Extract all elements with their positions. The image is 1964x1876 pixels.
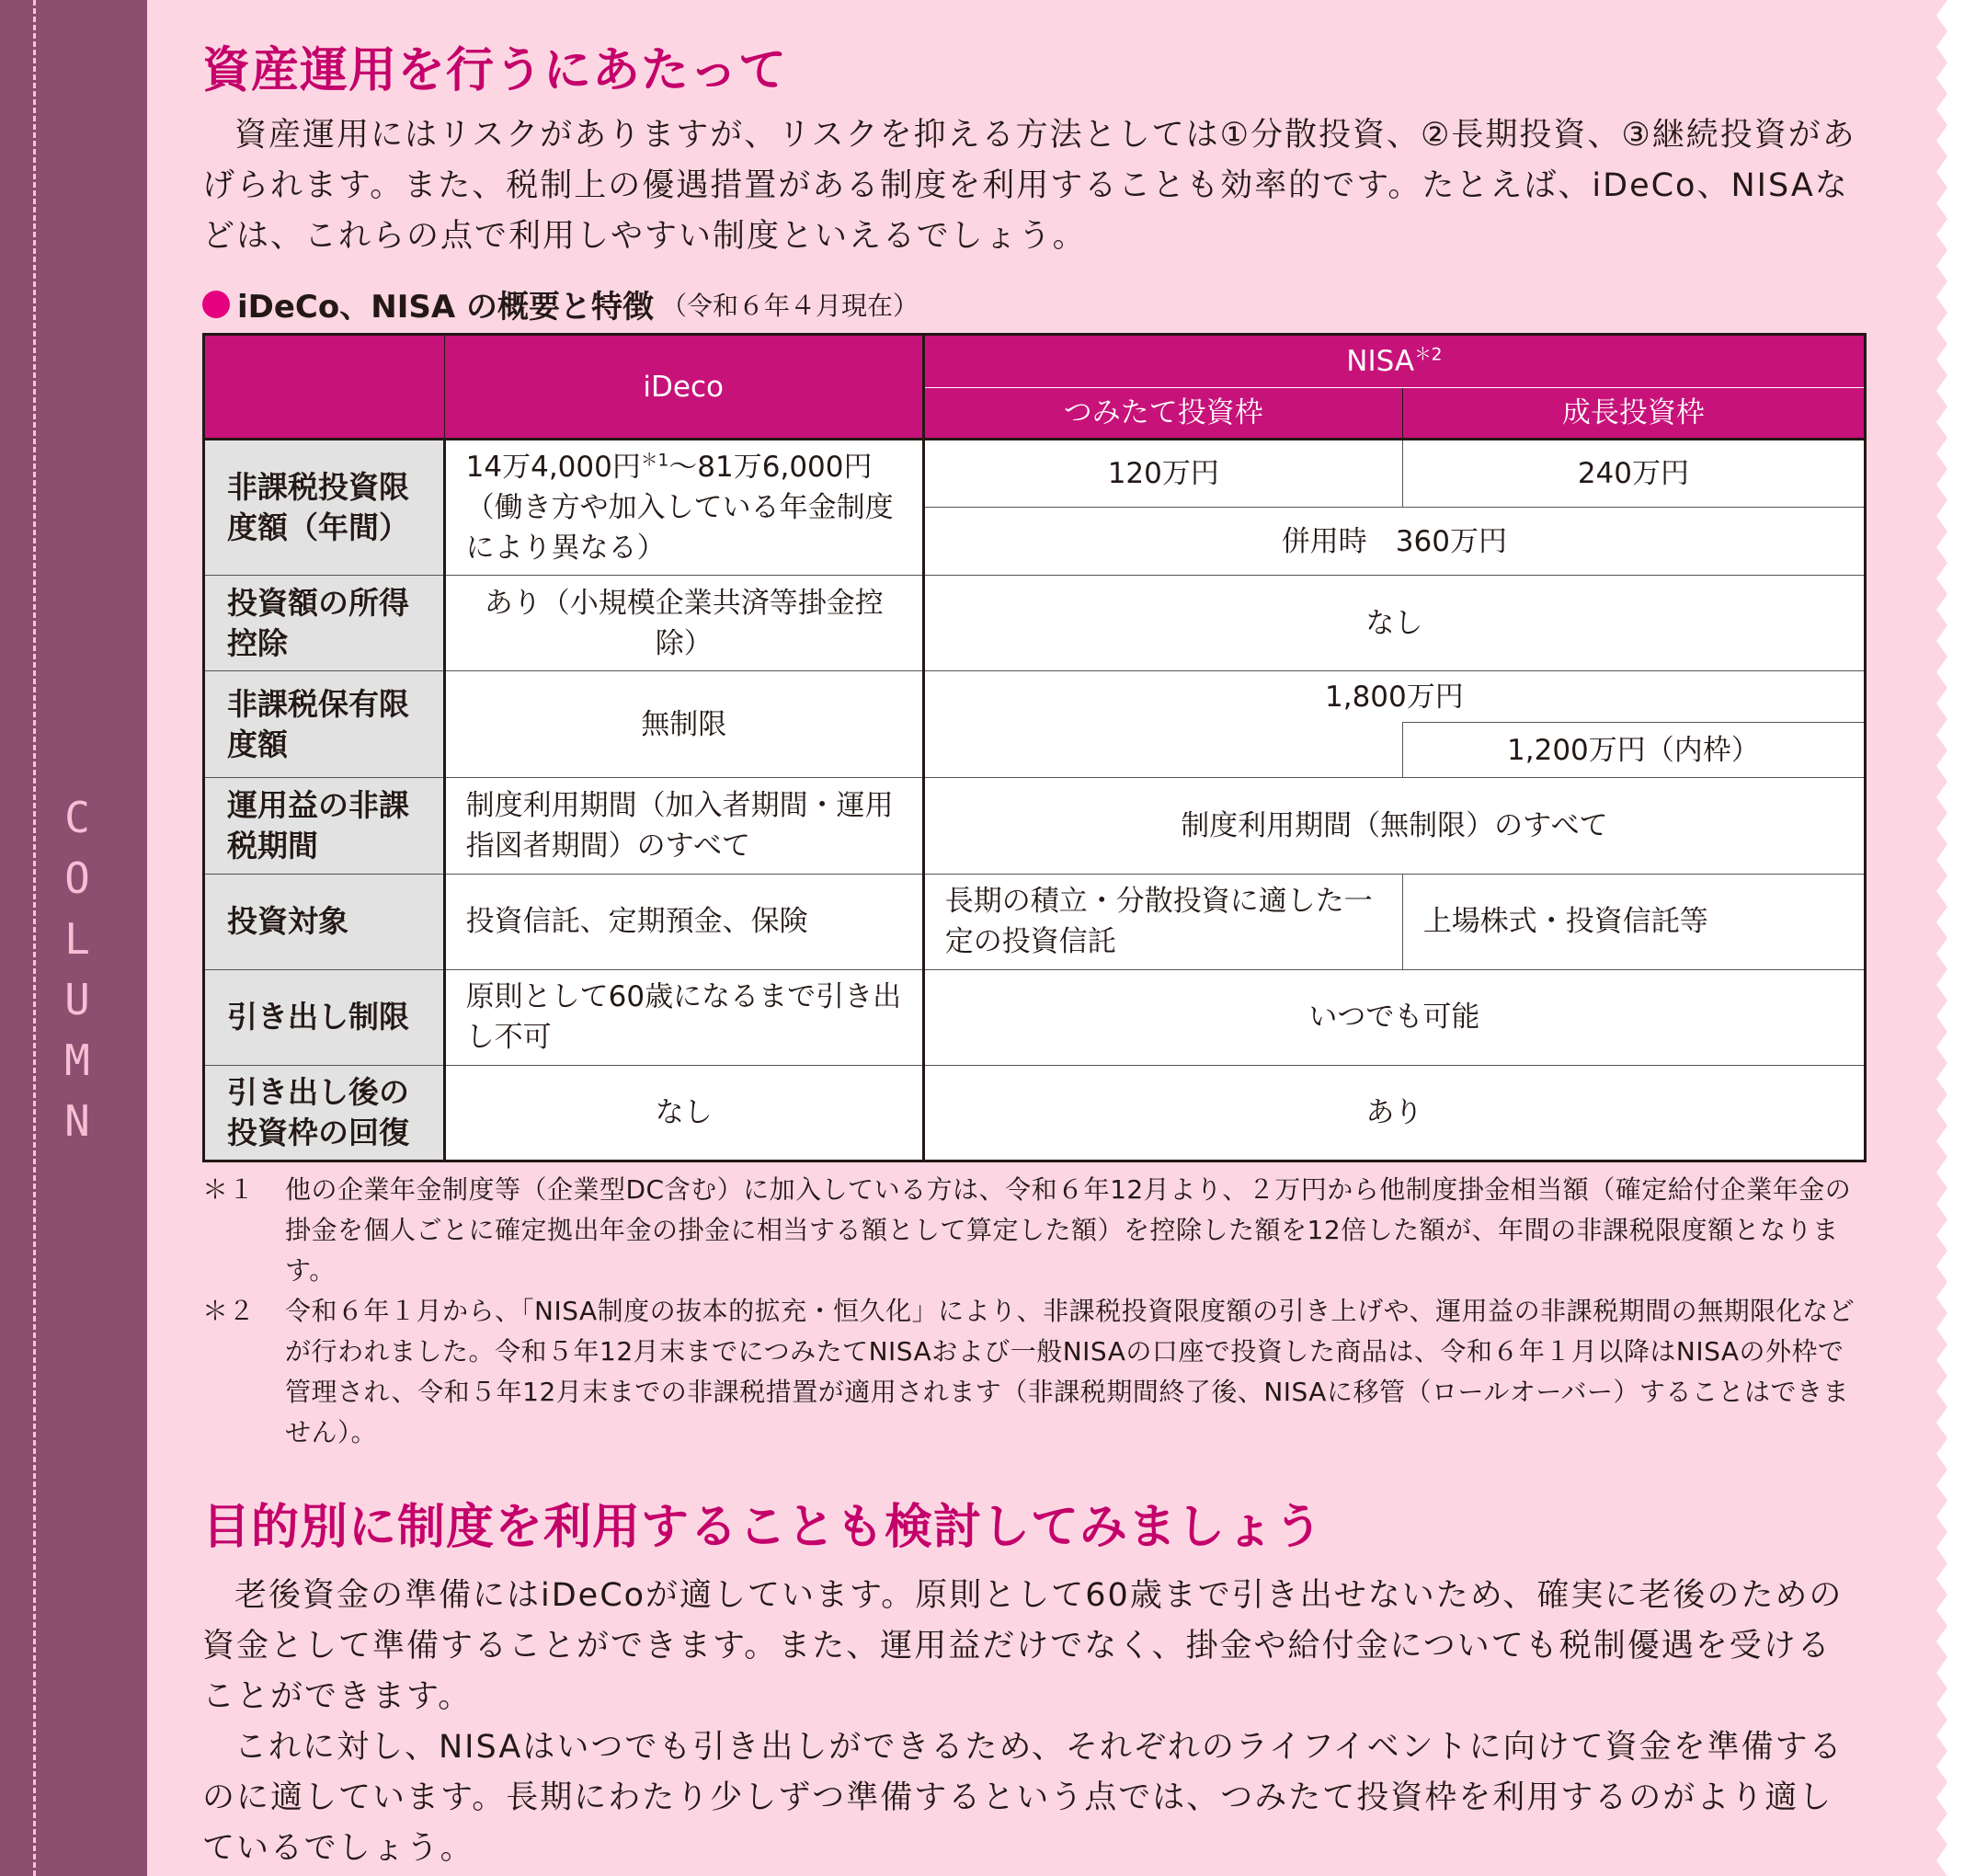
cell-deduction-nisa: なし [923, 576, 1865, 671]
cell-deduction-ideco: あり（小規模企業共済等掛金控除） [444, 576, 923, 671]
cell-limit-ideco-sup: ＊1 [640, 451, 669, 471]
zigzag-path [1936, 0, 1964, 1876]
column-letter: U [64, 975, 90, 1024]
cell-recovery-ideco: なし [444, 1065, 923, 1161]
header-corner [204, 335, 445, 440]
cell-limit-ideco-a: 14万4,000円 [465, 451, 641, 485]
column-letter: C [64, 793, 90, 842]
section-heading-investing: 資産運用を行うにあたって [202, 43, 788, 98]
section-heading-purpose: 目的別に制度を利用することも検討してみましょう [202, 1500, 1324, 1555]
header-nisa-label: NISA [1346, 345, 1415, 379]
column-letter: N [64, 1096, 90, 1146]
footnotes [202, 1170, 1867, 1453]
rowhead-limit: 非課税投資限度額（年間） [204, 440, 445, 576]
rowhead-target: 投資対象 [204, 874, 445, 969]
intro-paragraph: 資産運用にはリスクがありますが、リスクを抑える方法としては①分散投資、②長期投資、③継続投資があげられます。また、税制上の優遇措置がある制度を利用することも効率的です。たとえば、iDeCo、NISAなどは、これらの点で利用しやすい制度といえるでしょう。 [202, 117, 1856, 255]
cell-target-ideco: 投資信託、定期預金、保険 [444, 874, 923, 969]
cell-holding-ideco: 無制限 [444, 671, 923, 778]
cell-withdraw-ideco: 原則として60歳になるまで引き出し不可 [444, 969, 923, 1065]
header-tsumitate: つみたて投資枠 [923, 388, 1402, 440]
footnote-text: 令和６年１月から、「NISA制度の抜本的拡充・恒久化」により、非課税投資限度額の引き上げや、運用益の非課税期間の無期限化などが行われました。令和５年12月末までにつみたてNISAおよび一般NISAの口座で投資した商品は、令和６年１月以降はNISAの外枠で管理され、令和５年12月末までの非課税措置が適用されます（非課税期間終了後、NISAに移管（ロールオーバー）することはできません）。 [285, 1296, 1856, 1447]
sidebar [0, 0, 147, 1876]
footnote-mark: ＊１ [202, 1174, 256, 1205]
cell-limit-seicho: 240万円 [1402, 440, 1865, 508]
cell-limit-combined: 併用時 360万円 [923, 508, 1865, 576]
column-letter: L [64, 914, 90, 964]
stitch-line [33, 0, 36, 1876]
column-letter: O [64, 853, 90, 903]
cell-recovery-nisa: あり [923, 1065, 1865, 1161]
cell-holding-inner: 1,200万円（内枠） [1402, 723, 1865, 778]
footnote-mark: ＊２ [202, 1296, 256, 1326]
purpose-paragraph-1: 老後資金の準備にはiDeCoが適しています。原則として60歳まで引き出せないため、確実に老後のための資金として準備することができます。また、運用益だけでなく、掛金や給付金についても税制優遇を受けることができます。 [202, 1577, 1844, 1715]
header-ideco: iDeco [444, 335, 923, 440]
column-label [55, 787, 99, 1151]
cell-limit-tsumitate: 120万円 [923, 440, 1402, 508]
rowhead-deduction: 投資額の所得控除 [204, 576, 445, 671]
cell-period-ideco: 制度利用期間（加入者期間・運用指図者期間）のすべて [444, 778, 923, 874]
cell-holding-blank [923, 723, 1402, 778]
purpose-paragraph-2: これに対し、NISAはいつでも引き出しができるため、それぞれのライフイベントに向けて資金を準備するのに適しています。長期にわたり少しずつ準備するという点では、つみたて投資枠を利用するのがより適しているでしょう。 [202, 1729, 1844, 1867]
rowhead-holding: 非課税保有限度額 [204, 671, 445, 778]
footnote [202, 1291, 1867, 1453]
table-title-note: （令和６年４月現在） [661, 290, 919, 321]
zigzag-edge [1931, 0, 1964, 1876]
cell-target-tsumitate: 長期の積立・分散投資に適した一定の投資信託 [923, 874, 1402, 969]
cell-holding-nisa: 1,800万円 [923, 671, 1865, 723]
table-title-text: iDeCo、NISA の概要と特徴 [237, 289, 654, 326]
comparison-table [202, 333, 1867, 1162]
cell-withdraw-nisa: いつでも可能 [923, 969, 1865, 1065]
rowhead-withdraw: 引き出し制限 [204, 969, 445, 1065]
rowhead-recovery: 引き出し後の投資枠の回復 [204, 1065, 445, 1161]
column-letter: M [64, 1035, 90, 1085]
purpose-text [202, 1571, 1865, 1874]
cell-limit-ideco-b: ～81万6,000円（働き方や加入している年金制度により異なる） [465, 451, 894, 566]
header-nisa [923, 335, 1865, 388]
footnote [202, 1170, 1867, 1291]
cell-target-seicho: 上場株式・投資信託等 [1402, 874, 1865, 969]
bullet-icon [202, 291, 230, 318]
footnote-text: 他の企業年金制度等（企業型DC含む）に加入している方は、令和６年12月より、２万円から他制度掛金相当額（確定給付企業年金の掛金を個人ごとに確定拠出年金の掛金に相当する額として算定した額）を控除した額を12倍した額が、年間の非課税限度額となります。 [285, 1174, 1852, 1286]
cell-period-nisa: 制度利用期間（無制限）のすべて [923, 778, 1865, 874]
header-nisa-sup: ＊2 [1414, 345, 1443, 365]
cell-limit-ideco [444, 440, 923, 576]
header-seicho: 成長投資枠 [1402, 388, 1865, 440]
table-title [202, 281, 919, 326]
rowhead-period: 運用益の非課税期間 [204, 778, 445, 874]
